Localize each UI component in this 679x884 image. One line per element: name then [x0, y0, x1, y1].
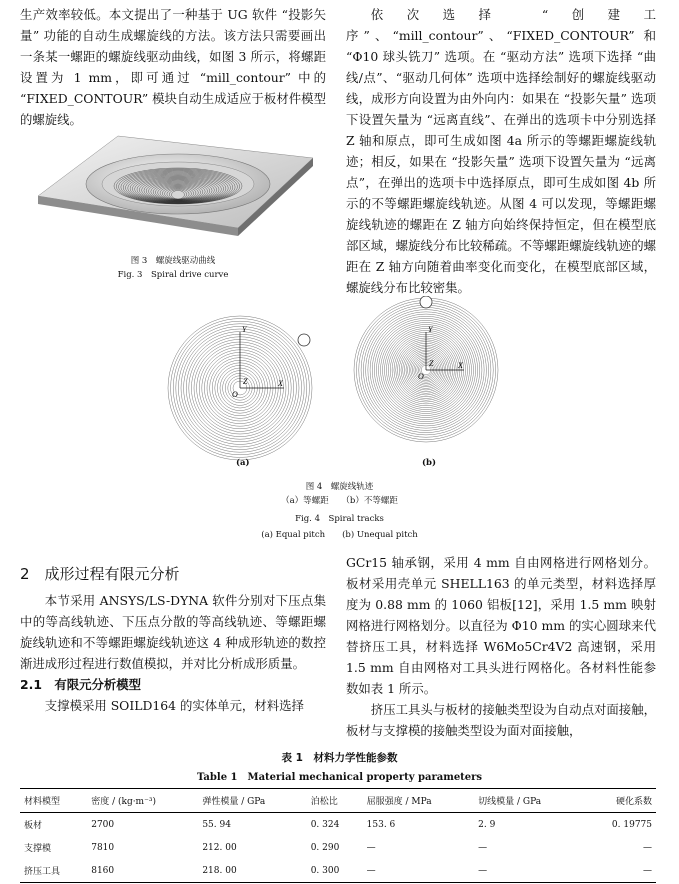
table-cell: —	[474, 859, 582, 883]
table-1-title-cn: 表 1 材料力学性能参数	[281, 752, 398, 764]
table-cell: 0. 19775	[611, 819, 652, 830]
table-header-cell: 材料模型	[20, 789, 87, 813]
axis-y-label: Y	[428, 325, 433, 334]
table-cell: —	[583, 859, 656, 883]
axis-z-label: Z	[243, 377, 248, 386]
materials-paragraph: GCr15 轴承钢，采用 4 mm 自由网格进行网格划分。板材采用壳单元 SHELL163 的单元类型，材料选择厚度为 0.88 mm 的 1060 铝板[12]，采用 1.5 mm 映射网格进行网格划分。以直径为 Φ10 mm 的实心圆球来代替挤压工具，材料选择 W6Mo5Cr4V2 高速钢，采用 1.5 mm 自由网格对工具头进行网格化。各材料性能参数如表 1 所示。	[346, 555, 656, 696]
origin-label: O	[418, 372, 424, 381]
table-cell: 2. 9	[478, 819, 496, 830]
table-header-row	[20, 789, 656, 813]
table-cell: —	[478, 842, 488, 853]
tool-marker	[298, 334, 310, 346]
table-cell: 0. 290	[310, 842, 340, 853]
table-header-cell: 硬化系数	[583, 789, 656, 813]
table-cell: —	[366, 842, 376, 853]
table-1-material-properties	[20, 788, 656, 883]
figure-4-subcaption-en: (a) Equal pitch (b) Unequal pitch	[261, 530, 418, 540]
section-2	[20, 562, 326, 716]
left-column-top	[20, 4, 326, 130]
table-cell: 218. 00	[198, 859, 306, 883]
axis-x-label: X	[458, 361, 463, 370]
table-header-cell: 切线模量 / GPa	[474, 789, 582, 813]
table-cell: 0. 324	[310, 819, 340, 830]
figure-3-caption-en: Fig. 3 Spiral drive curve	[117, 270, 229, 280]
intro-paragraph: 生产效率较低。本文提出了一种基于 UG 软件 “投影矢量” 功能的自动生成螺旋线的方法。该方法只需要画出一条某一螺距的螺旋线驱动曲线，如图 3 所示，将螺距设置为 1 mm，即可通过 “mill_contour” 中的 “FIXED_CONTOUR” 模块自动生成适应于板材件模型的螺旋线。	[20, 7, 326, 127]
table-header-cell: 密度 / (kg·m⁻³)	[87, 789, 198, 813]
tool-marker	[420, 296, 432, 308]
figure-4-caption-cn: 图 4 螺旋线轨迹	[305, 482, 374, 492]
table-header-cell: 泊松比	[307, 789, 363, 813]
table-cell: 7810	[91, 842, 115, 853]
figure-4a-equal-pitch	[166, 314, 314, 462]
table-row	[20, 836, 656, 859]
figure-3-spiral-drive-curve	[28, 128, 318, 258]
figure-4-caption-en: Fig. 4 Spiral tracks	[295, 514, 384, 524]
figure-4-subcaption-cn: （a）等螺距 （b）不等螺距	[281, 496, 398, 506]
section-2-1-heading: 2.1 有限元分析模型	[20, 677, 142, 692]
right-column-bottom	[346, 552, 656, 741]
table-row	[20, 859, 656, 883]
contact-paragraph: 挤压工具头与板材的接触类型设为自动点对面接触，板材与支撑模的接触类型设为面对面接触，	[346, 702, 656, 738]
table-cell: 0. 300	[307, 859, 363, 883]
figure-4a-label: (a)	[236, 458, 250, 468]
table-cell: 55. 94	[202, 819, 231, 830]
table-cell: 支撑模	[24, 844, 52, 854]
method-paragraph: 依次选择 “创建工序”、“mill_contour”、“FIXED_CONTOUR” 和 “Φ10 球头铣刀” 选项。在 “驱动方法” 选项下选择 “曲线/点”、“驱动几何体” 选项中选择绘制好的螺旋线驱动线，成形方向设置为由外向内：如果在 “投影矢量” 选项下设置矢量为 “远离直线”、在弹出的选项卡中分别选择 Z 轴和原点，即可生成如图 4a 所示的等螺距螺旋线轨迹；相反，如果在 “投影矢量” 选项下设置矢量为 “远离点”，在弹出的选项卡中选择原点，即可生成如图 4b 所示的不等螺距螺旋线轨迹。从图 4 可以发现，等螺距螺旋线轨迹的螺距在 Z 轴方向始终保持恒定，但在模型底部区域，螺旋线分布比较稀疏。不等螺距螺旋线轨迹的螺距在 Z 轴方向随着曲率变化而变化，在模型底部区域，螺旋线分布比较密集。	[346, 7, 656, 295]
table-cell: —	[643, 842, 652, 853]
origin-label: O	[232, 390, 238, 399]
table-1-title-en: Table 1 Material mechanical property parameters	[196, 772, 483, 783]
right-column-top	[346, 4, 656, 298]
table-cell: 挤压工具	[20, 859, 87, 883]
table-cell: 8160	[87, 859, 198, 883]
axis-y-label: Y	[242, 325, 247, 334]
table-cell: 153. 6	[366, 819, 396, 830]
section-2-1-paragraph: 支撑模采用 SOILD164 的实体单元，材料选择	[44, 698, 304, 713]
figure-4b-unequal-pitch	[352, 296, 500, 444]
section-2-paragraph: 本节采用 ANSYS/LS-DYNA 软件分别对下压点集中的等高线轨迹、下压点分散的等高线轨迹、等螺距螺旋线轨迹和不等螺距螺旋线轨迹这 4 种成形轨迹的数控渐进成形过程进行数值模拟，并对比分析成形质量。	[20, 593, 326, 671]
table-cell: 板材	[24, 821, 43, 831]
table-cell: 2700	[91, 819, 115, 830]
axis-z-label: Z	[429, 359, 434, 368]
axis-x-label: X	[278, 379, 283, 388]
section-2-heading: 2 成形过程有限元分析	[20, 565, 180, 583]
figure-3-caption-cn: 图 3 螺旋线驱动曲线	[130, 256, 216, 266]
table-header-cell: 屈服强度 / MPa	[363, 789, 474, 813]
table-header-cell: 弹性模量 / GPa	[198, 789, 306, 813]
table-row	[20, 813, 656, 837]
table-cell: —	[363, 859, 474, 883]
figure-4b-label: (b)	[422, 458, 436, 468]
table-cell: 212. 00	[202, 842, 237, 853]
